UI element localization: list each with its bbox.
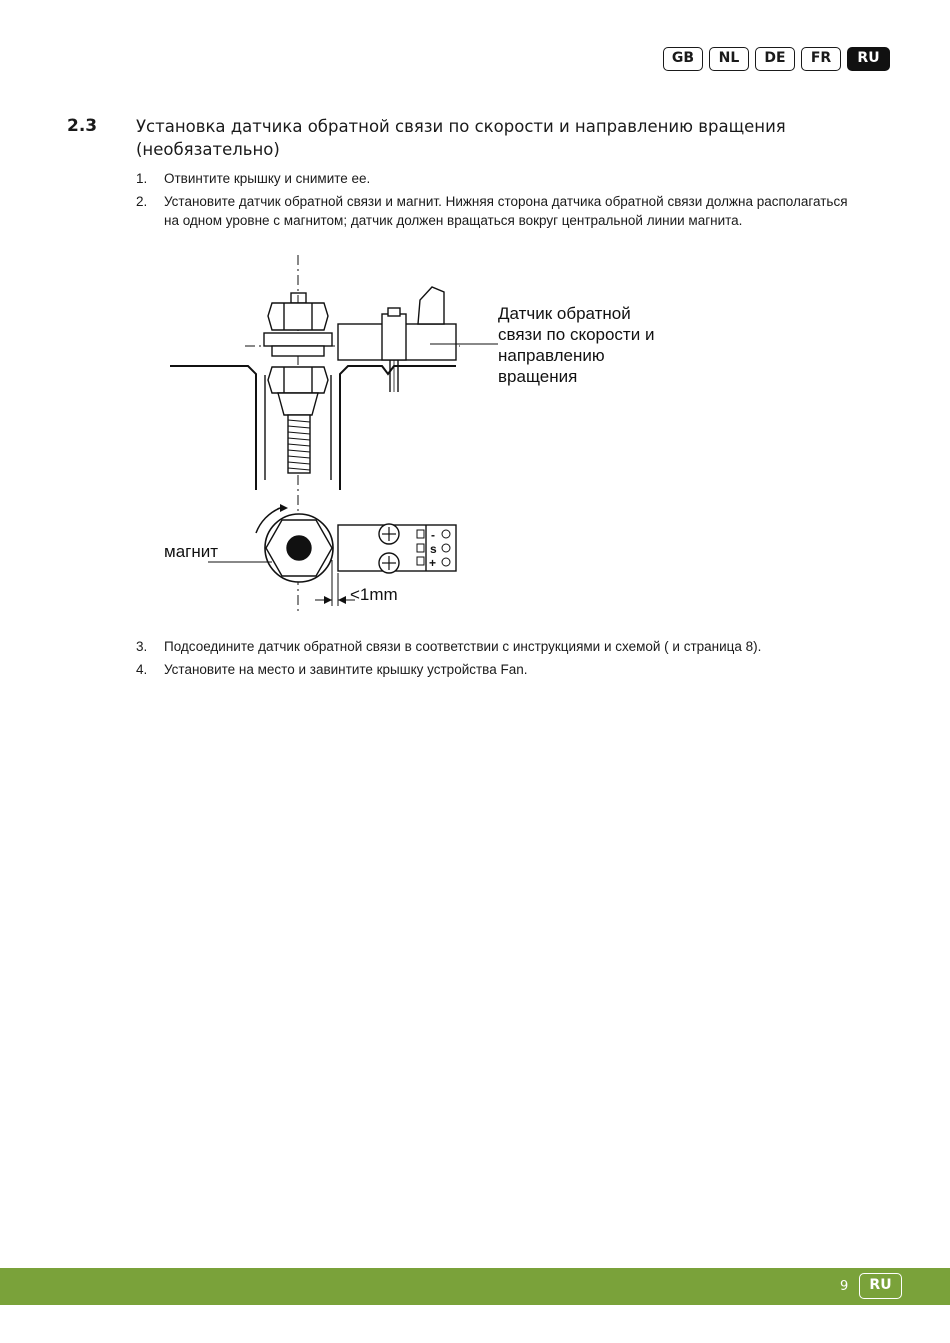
step-number: 1. bbox=[136, 171, 148, 186]
step-number: 4. bbox=[136, 662, 148, 677]
steps-list-second bbox=[136, 637, 856, 683]
language-selector bbox=[663, 47, 890, 71]
section-title-line1: Установка датчика обратной связи по скорости и направлению вращения bbox=[136, 117, 786, 136]
footer-language-badge: RU bbox=[859, 1273, 902, 1299]
step-text: Установите датчик обратной связи и магнит. Нижняя сторона датчика обратной связи должна располагаться на одном уровне с магнитом; датчик должен вращаться вокруг центральной линии магнита. bbox=[164, 194, 848, 228]
sensor-label bbox=[498, 303, 654, 387]
list-item bbox=[136, 192, 856, 230]
lang-nl[interactable]: NL bbox=[709, 47, 749, 71]
section-number: 2.3 bbox=[67, 116, 98, 136]
list-item bbox=[136, 660, 856, 679]
section-title-line2: (необязательно) bbox=[136, 140, 280, 159]
step-number: 3. bbox=[136, 639, 148, 654]
lang-de[interactable]: DE bbox=[755, 47, 795, 71]
sensor-label-line: вращения bbox=[498, 367, 578, 386]
list-item bbox=[136, 169, 856, 188]
step-text: Отвинтите крышку и снимите ее. bbox=[164, 171, 371, 186]
lang-ru[interactable]: RU bbox=[847, 47, 890, 71]
lang-fr[interactable]: FR bbox=[801, 47, 841, 71]
sensor-label-line: Датчик обратной bbox=[498, 304, 631, 323]
page-number: 9 bbox=[840, 1279, 849, 1294]
step-text: Подсоедините датчик обратной связи в соответствии с инструкциями и схемой ( и страница 8). bbox=[164, 639, 762, 654]
terminal-minus: - bbox=[431, 528, 435, 542]
gap-label: <1mm bbox=[350, 585, 398, 604]
list-item bbox=[136, 637, 856, 656]
step-text: Установите на место и завинтите крышку устройства Fan. bbox=[164, 662, 528, 677]
steps-list-first bbox=[136, 169, 856, 234]
magnet-label: магнит bbox=[164, 542, 219, 561]
sensor-label-line: направлению bbox=[498, 346, 605, 365]
lang-gb[interactable]: GB bbox=[663, 47, 703, 71]
installation-diagram bbox=[160, 250, 680, 620]
terminal-s: s bbox=[430, 542, 437, 556]
section-title bbox=[136, 115, 856, 161]
sensor-label-line: связи по скорости и bbox=[498, 325, 655, 344]
footer-bar bbox=[0, 1268, 950, 1305]
step-number: 2. bbox=[136, 194, 148, 209]
terminal-plus: + bbox=[429, 556, 437, 570]
